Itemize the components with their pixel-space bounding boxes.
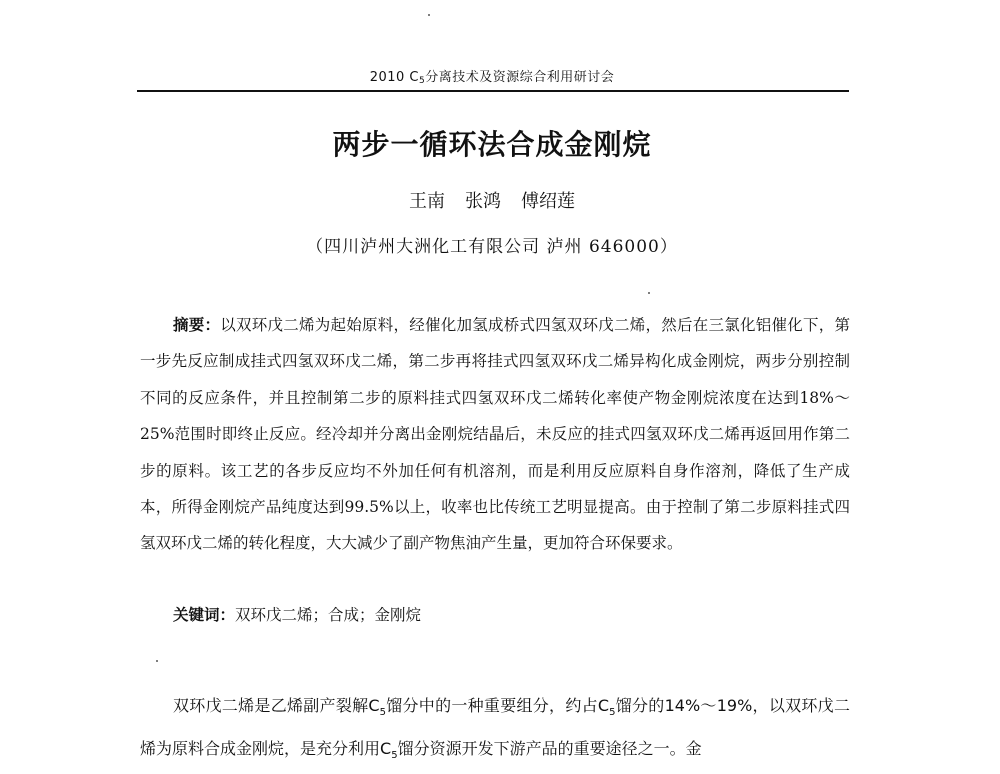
author-name: 傅绍莲 [521, 191, 575, 212]
author-name: 王南 [409, 191, 445, 212]
running-header: 2010 $C_5$分离技术及资源综合利用研讨会 [369, 70, 615, 86]
scan-speck [648, 292, 650, 294]
abstract-text: 以双环戊二烯为起始原料，经催化加氢成桥式四氢双环戊二烯，然后在三氯化铝催化下，第一步先反应制成挂式四氢双环戊二烯，第二步再将挂式四氢双环戊二烯异构化成金刚烷，两步分别控制不同的反应条件，并且控制第二步的原料挂式四氢双环戊二烯转化率使产物金刚烷浓度在达到18%～25%范围时即终止反应。经冷却并分离出金刚烷结晶后，未反应的挂式四氢双环戊二烯再返回用作第二步的原料。该工艺的各步反应均不外加任何有机溶剂，而是利用反应原料自身作溶剂，降低了生产成本，所得金刚烷产品纯度达到99.5%以上，收率也比传统工艺明显提高。由于控制了第二步原料挂式四氢双环戊二烯的转化程度，大大减少了副产物焦油产生量，更加符合环保要求。 [140, 316, 850, 553]
author-list [137, 187, 847, 213]
abstract [140, 307, 850, 562]
affiliation: （四川泸州大洲化工有限公司 泸州 646000） [306, 237, 678, 257]
keywords-items: 双环戊二烯；合成；金刚烷 [235, 606, 422, 624]
paper-title: 两步一循环法合成金刚烷 [332, 128, 652, 161]
keywords [173, 603, 421, 625]
scan-speck [156, 660, 158, 662]
author-name: 张鸿 [465, 191, 501, 212]
body-paragraph: 双环戊二烯是乙烯副产裂解$C_5$馏分中的一种重要组分，约占$C_5$馏分的14%～19%，以双环戊二烯为原料合成金刚烷，是充分利用$C_5$馏分资源开发下游产品的重要途径之一。金 [140, 696, 850, 762]
abstract-label: 摘要： [173, 315, 221, 334]
keywords-label: 关键词： [173, 605, 236, 624]
scan-speck [428, 14, 430, 16]
header-rule [137, 90, 849, 92]
